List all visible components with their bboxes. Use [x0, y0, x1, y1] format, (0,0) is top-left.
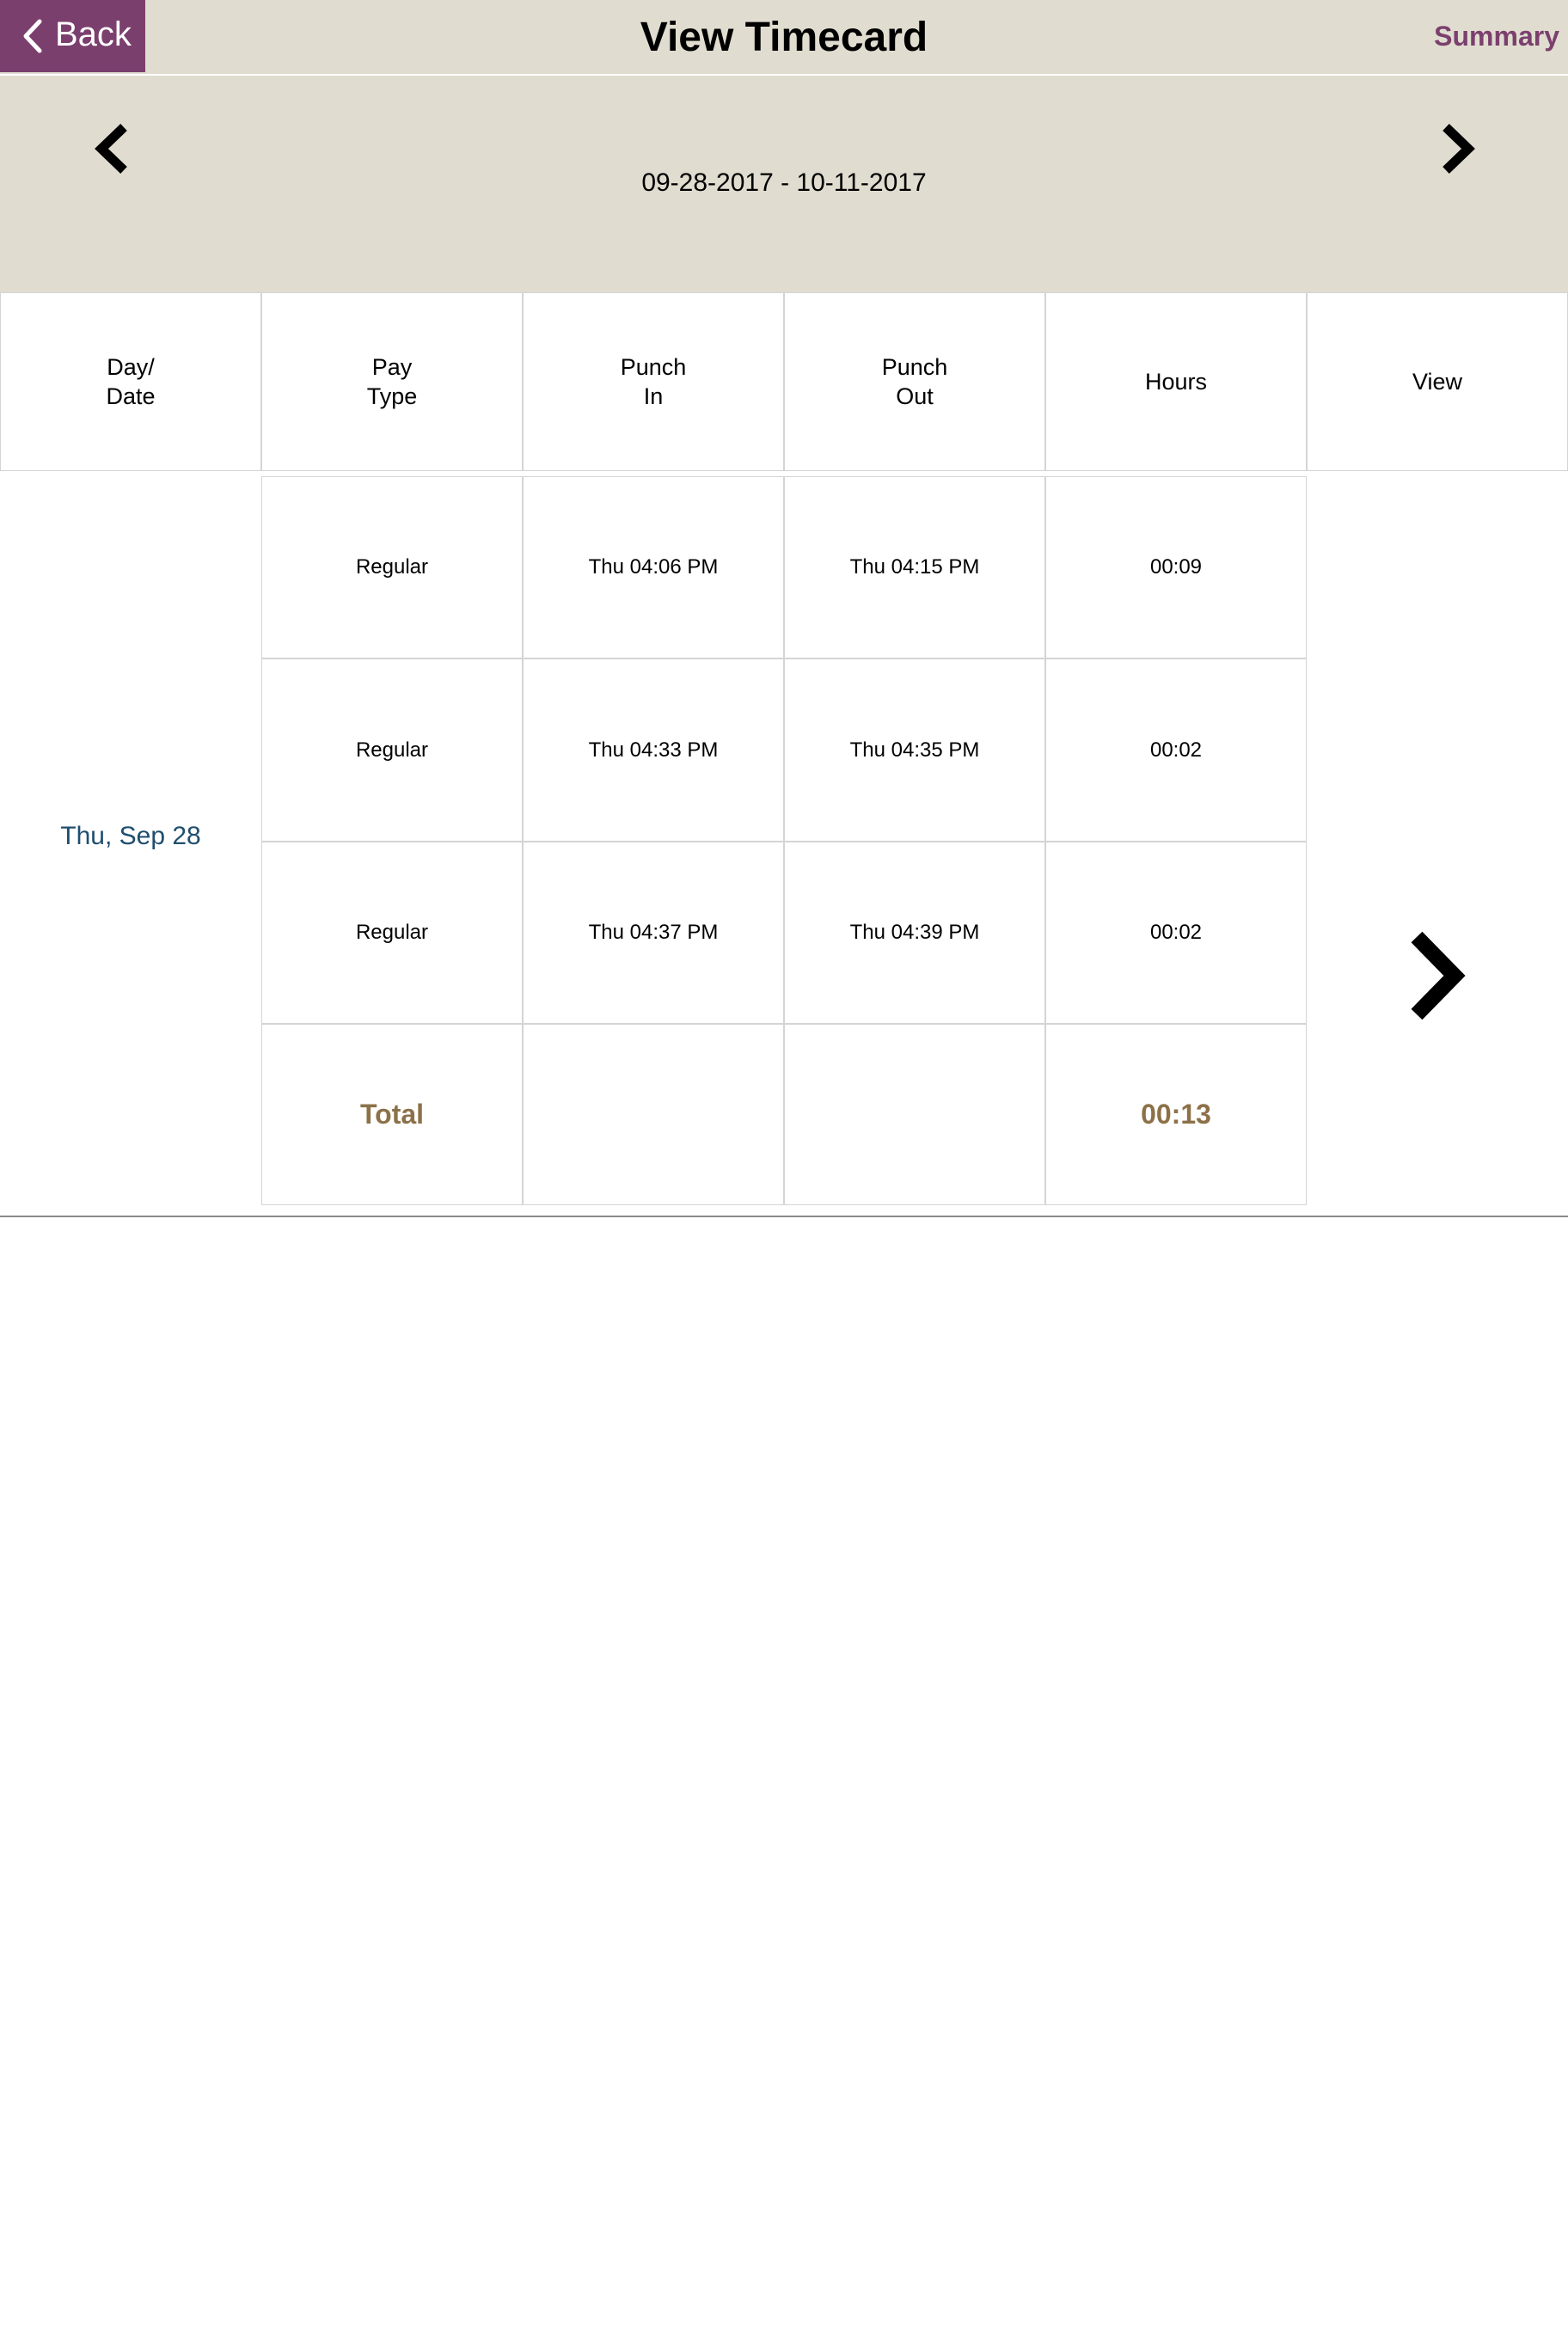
pay-type-cell: Regular	[261, 658, 523, 842]
total-label: Total	[261, 1024, 523, 1205]
next-period-button[interactable]	[1432, 119, 1484, 179]
punch-out-cell: Thu 04:15 PM	[784, 476, 1045, 658]
header-line: Type	[366, 383, 418, 409]
column-header-punch-in	[523, 292, 784, 471]
header-line: Punch	[620, 354, 687, 380]
header-line: In	[643, 383, 664, 409]
page-title: View Timecard	[640, 15, 928, 60]
hours-cell: 00:02	[1045, 658, 1307, 842]
divider	[0, 1216, 1568, 1217]
column-header-punch-out	[784, 292, 1045, 471]
pay-period-bar	[0, 76, 1568, 292]
column-header-view	[1307, 292, 1568, 471]
column-header-day-date	[0, 292, 261, 471]
punch-out-cell: Thu 04:35 PM	[784, 658, 1045, 842]
header-line: Date	[106, 383, 156, 409]
pay-type-cell: Regular	[261, 842, 523, 1024]
header-line: Hours	[1144, 369, 1208, 395]
pay-type-cell: Regular	[261, 476, 523, 658]
header-line: Day/	[107, 354, 155, 380]
summary-button[interactable]: Summary	[1434, 21, 1559, 52]
back-label: Back	[55, 15, 132, 53]
header-line: Out	[896, 383, 934, 409]
empty-cell	[784, 1024, 1045, 1205]
chevron-right-icon	[1432, 119, 1484, 179]
header-line: Pay	[371, 354, 413, 380]
top-bar	[0, 0, 1568, 76]
day-date-label: Thu, Sep 28	[60, 822, 201, 850]
chevron-right-icon	[1401, 928, 1470, 1023]
header-line: Punch	[881, 354, 948, 380]
empty-cell	[523, 1024, 784, 1205]
hours-cell: 00:02	[1045, 842, 1307, 1024]
column-header-hours	[1045, 292, 1307, 471]
hours-cell: 00:09	[1045, 476, 1307, 658]
header-line: View	[1412, 369, 1463, 395]
punch-in-cell: Thu 04:33 PM	[523, 658, 784, 842]
punch-in-cell: Thu 04:37 PM	[523, 842, 784, 1024]
view-day-detail-button[interactable]	[1401, 928, 1470, 1023]
total-hours: 00:13	[1045, 1024, 1307, 1205]
punch-out-cell: Thu 04:39 PM	[784, 842, 1045, 1024]
period-range: 09-28-2017 - 10-11-2017	[641, 168, 927, 197]
punch-in-cell: Thu 04:06 PM	[523, 476, 784, 658]
column-header-pay-type	[261, 292, 523, 471]
